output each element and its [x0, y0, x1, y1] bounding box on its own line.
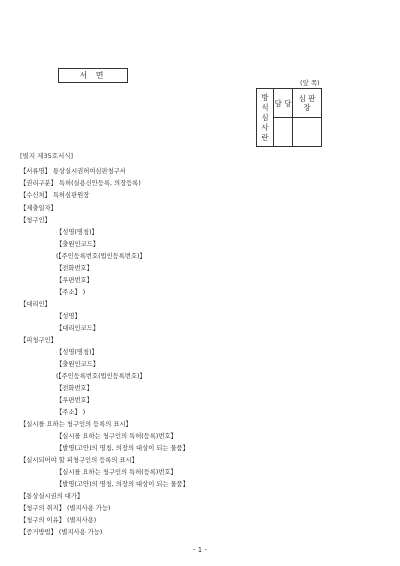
- field-respondent-registration-number: (【주민등록번호(법인등록번호)】: [56, 373, 146, 380]
- field-petitioner-postal-code: 【우편번호】: [56, 277, 93, 284]
- field-petitioner-patent-number: 【실시를 요하는 청구인의 특허(등록)번호】: [56, 433, 177, 440]
- approval-sign-cell: [274, 118, 293, 147]
- field-respondent-postal-code: 【우편번호】: [56, 397, 93, 404]
- field-document-name: 【서류명】 통상실시권허여심판청구서: [20, 168, 126, 175]
- approval-col-chief-judge-line1: 심 판: [298, 94, 316, 103]
- approval-row-header: [257, 89, 274, 147]
- field-petitioner-invention-title: 【발명(고안)의 명칭, 의장의 대상이 되는 물품】: [56, 445, 189, 452]
- approval-header-char: 심: [261, 112, 269, 122]
- field-license-fee: 【통상실시권의 대가】: [20, 493, 84, 500]
- field-petitioner-name: 【성명(명칭)】: [56, 229, 98, 236]
- section-respondent-registration: 【실시되어야 할 피청구인의 등록의 표시】: [20, 457, 138, 464]
- field-submission-date: 【제출일자】: [20, 205, 57, 212]
- field-petitioner-phone: 【전화번호】: [56, 265, 93, 272]
- field-evidence: 【증거방법】 (별지사용 가능): [20, 529, 103, 536]
- field-agent-name: 【성명】: [56, 313, 81, 320]
- field-recipient: 【수신처】 특허심판원장: [20, 192, 90, 199]
- field-purpose-of-claim: 【청구의 취지】 (별지사용 가능): [20, 505, 111, 512]
- approval-header-char: 방: [261, 92, 269, 102]
- approval-header-char: 식: [261, 102, 269, 112]
- field-petitioner-address: 【주소】 ): [56, 289, 86, 296]
- section-petitioner: 【청구인】: [20, 217, 51, 224]
- field-respondent-phone: 【전화번호】: [56, 385, 93, 392]
- field-agent-code: 【대리인코드】: [56, 325, 100, 332]
- approval-header-char: 사: [261, 122, 269, 132]
- approval-table: [256, 88, 322, 147]
- approval-col-person-in-charge: 담 당: [274, 89, 293, 118]
- approval-sign-cell: [293, 118, 322, 147]
- field-right-type: 【권리구분】 특허(실용신안등록, 의장등록): [20, 180, 141, 187]
- field-respondent-applicant-code: 【출원인코드】: [56, 361, 100, 368]
- front-side-label: (앞 쪽): [300, 79, 320, 87]
- form-number: [별지 제35호서식]: [20, 152, 74, 160]
- approval-col-chief-judge: [293, 89, 322, 118]
- field-petitioner-applicant-code: 【출원인코드】: [56, 241, 100, 248]
- document-title: 서 면: [58, 68, 128, 83]
- approval-col-chief-judge-line2: 장: [303, 103, 311, 112]
- section-petitioner-registration: 【실시를 요하는 청구인의 등록의 표시】: [20, 421, 132, 428]
- field-respondent-patent-number: 【실시를 요하는 청구인의 특허(등록)번호】: [56, 469, 177, 476]
- section-agent: 【대리인】: [20, 301, 51, 308]
- field-respondent-invention-title: 【발명(고안)의 명칭, 의장의 대상이 되는 물품】: [56, 481, 189, 488]
- field-reason-of-claim: 【청구의 이유】 (별지사용): [20, 517, 97, 524]
- page-number: - 1 -: [193, 546, 207, 554]
- field-petitioner-registration-number: (【주민등록번호(법인등록번호)】: [56, 253, 146, 260]
- field-respondent-name: 【성명(명칭)】: [56, 349, 98, 356]
- section-respondent: 【피청구인】: [20, 337, 57, 344]
- field-respondent-address: 【주소】 ): [56, 409, 86, 416]
- approval-header-char: 란: [261, 132, 269, 142]
